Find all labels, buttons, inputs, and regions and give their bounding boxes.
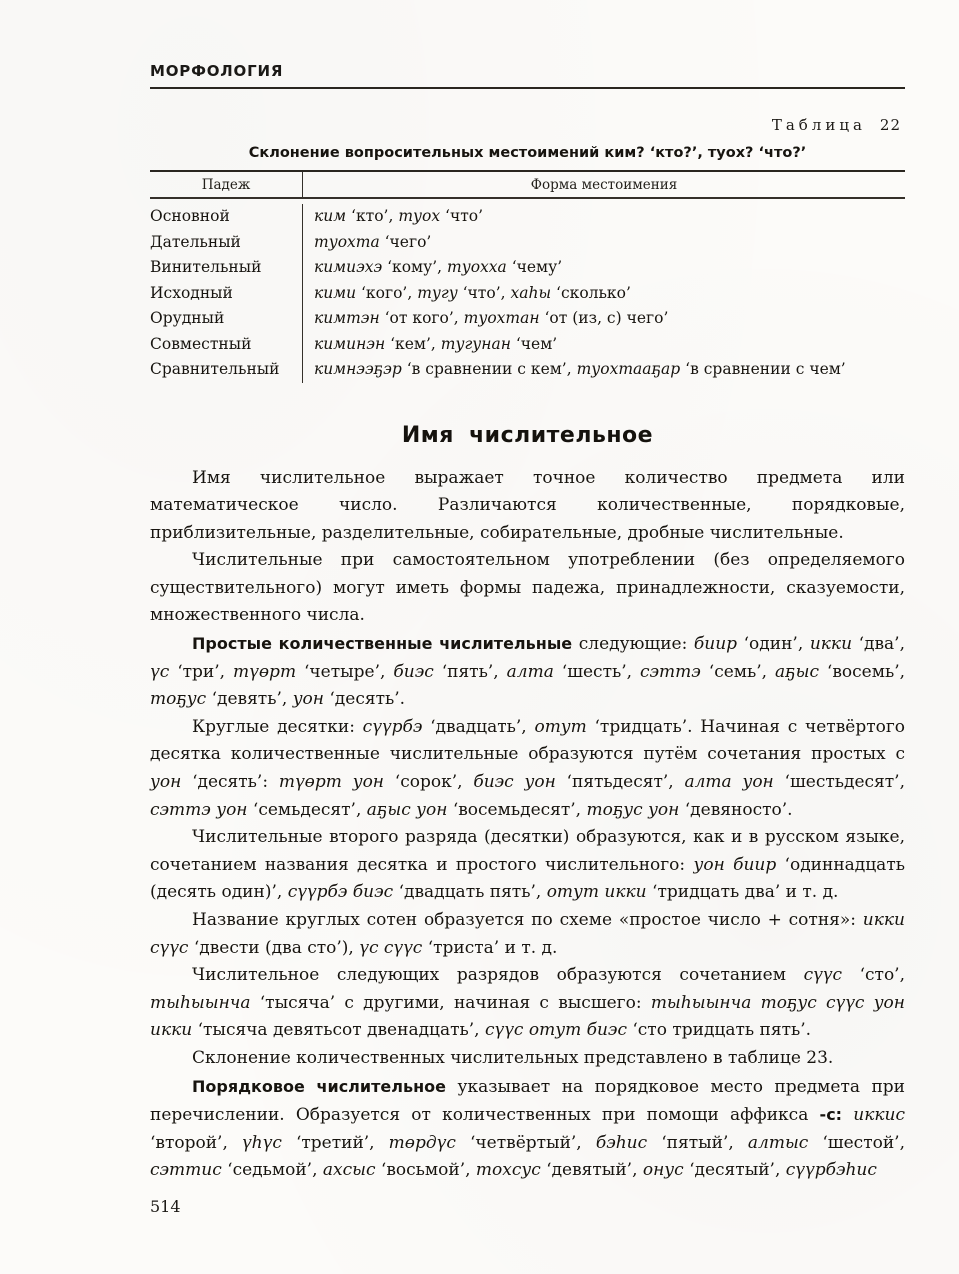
case-cell: Винительный bbox=[150, 258, 262, 276]
column-header-form: Форма местоимения bbox=[302, 172, 905, 197]
table-row bbox=[150, 332, 905, 358]
case-cell: Дательный bbox=[150, 232, 241, 251]
case-cell: Исходный bbox=[150, 283, 233, 302]
paragraph: Простые количественные числительные следующие: биир ‘один’, икки ‘два’, үс ‘три’, түөрт ‘четыре’, биэс ‘пять’, алта ‘шесть’, сэттэ ‘семь’, аҕыс ‘восемь’, тоҕус ‘девять’, уон ‘десять’. bbox=[150, 634, 906, 710]
table-body bbox=[150, 199, 905, 393]
paragraph: Числительные второго разряда (десятки) образуются, как и в русском языке, сочетанием названия десятка и простого числительного: уон биир ‘одиннадцать (десять один)’, сүүрбэ биэс ‘двадцать пять’, отут икки ‘тридцать два’ и т. д. bbox=[150, 827, 905, 903]
header-rule bbox=[150, 87, 905, 89]
form-cell: кимтэн ‘от кого’, туохтан ‘от (из, с) чего’ bbox=[302, 306, 905, 332]
paragraph: Порядковое числительное указывает на порядковое место предмета при перечислении. Образуется от количественных при помощи аффикса -с: иккис ‘второй’, үһүс ‘третий’, төрдүс ‘четвёртый’, бэһис ‘пятый’, алтыс ‘шестой’, сэттис ‘седьмой’, ахсыс ‘восьмой’, тохсус ‘девятый’, онус ‘десятый’, сүүрбэһис bbox=[150, 1076, 906, 1181]
table-row bbox=[150, 357, 905, 383]
form-cell: кимнээҕэр ‘в сравнении с кем’, туохтааҕар ‘в сравнении с чем’ bbox=[302, 357, 905, 383]
declension-table bbox=[150, 170, 905, 393]
column-header-case: Падеж bbox=[201, 177, 251, 193]
section-heading: Имя числительное bbox=[401, 422, 654, 448]
form-cell: туохта ‘чего’ bbox=[302, 230, 905, 256]
table-title: Склонение вопросительных местоимений ким? ‘кто?’, туох? ‘что?’ bbox=[248, 145, 807, 161]
table-row bbox=[150, 230, 905, 256]
form-cell: киминэн ‘кем’, тугунан ‘чем’ bbox=[302, 332, 905, 358]
table-row bbox=[150, 255, 905, 281]
table-caption-word: Таблица bbox=[771, 116, 866, 134]
paragraph: Имя числительное выражает точное количество предмета или математическое число. Различаются количественные, порядковые, приблизительные, разделительные, собирательные, дробные числительные. bbox=[150, 467, 905, 543]
table-caption-number: 22 bbox=[879, 116, 901, 134]
case-cell: Сравнительный bbox=[150, 360, 280, 378]
table-row bbox=[150, 306, 905, 332]
form-cell: ким ‘кто’, туох ‘что’ bbox=[302, 204, 905, 230]
paragraph: Название круглых сотен образуется по схеме «простое число + сотня»: икки сүүс ‘двести (два сто’), үс сүүс ‘триста’ и т. д. bbox=[150, 910, 905, 958]
case-cell: Основной bbox=[150, 207, 230, 225]
table-caption bbox=[150, 116, 905, 134]
paragraph: Круглые десятки: сүүрбэ ‘двадцать’, отут ‘тридцать’. Начиная с четвёртого десятка количественные числительные образуются путём сочетания простых с уон ‘десять’: түөрт уон ‘сорок’, биэс уон ‘пятьдесят’, алта уон ‘шестьдесят’, сэттэ уон ‘семьдесят’, аҕыс уон ‘восемьдесят’, тоҕус уон ‘девяносто’. bbox=[150, 716, 905, 820]
paragraph: Числительные при самостоятельном употреблении (без определяемого существительного) могут иметь формы падежа, принадлежности, сказуемости, множественного числа. bbox=[150, 550, 905, 626]
paragraph: Числительное следующих разрядов образуются сочетанием сүүс ‘сто’, тыһыынча ‘тысяча’ с другими, начиная с высшего: тыһыынча тоҕус сүүс уон икки ‘тысяча девятьсот двенадцать’, сүүс отут биэс ‘сто тридцать пять’. bbox=[150, 965, 905, 1041]
case-cell: Совместный bbox=[150, 334, 252, 353]
table-row bbox=[150, 281, 905, 307]
running-head: МОРФОЛОГИЯ bbox=[150, 62, 284, 80]
body-paragraphs bbox=[150, 465, 905, 1185]
case-cell: Орудный bbox=[150, 309, 225, 327]
form-cell: кими ‘кого’, тугу ‘что’, хаһы ‘сколько’ bbox=[302, 281, 905, 307]
paragraph: Склонение количественных числительных представлено в таблице 23. bbox=[192, 1047, 834, 1068]
table-header-row bbox=[150, 170, 905, 199]
page-number: 514 bbox=[150, 1196, 181, 1216]
table-row bbox=[150, 204, 905, 230]
form-cell: кимиэхэ ‘кому’, туохха ‘чему’ bbox=[302, 255, 905, 281]
